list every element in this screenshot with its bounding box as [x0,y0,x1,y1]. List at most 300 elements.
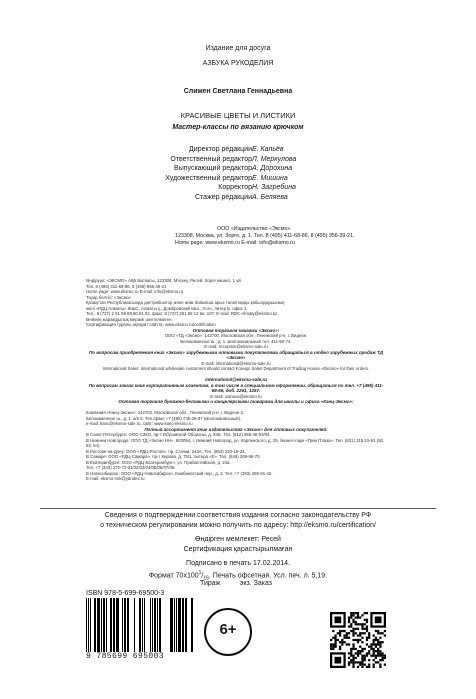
qr-module [373,655,375,657]
qr-module [357,661,359,663]
qr-module [355,648,357,650]
barcode-bar [170,598,173,652]
abroad-email: E-mail: international@eksmo-sale.ru [201,360,271,366]
corporate-title: По вопросам заказа книг корпоративным клиентам, в том числе в специальном оформлении, обращаться по тел. +7 (495) 411-68-59, доб. 2261, 1257. [88,382,384,393]
region-line: Тел. +7 (343) 272-72-01/02/03/04/05/06/07/08. [86,465,176,470]
qr-module [355,639,357,641]
credit-name: А. Дорохина [252,165,293,173]
qr-module [337,632,339,634]
qr-module [379,637,381,639]
qr-module [346,637,348,639]
qr-module [359,632,361,634]
qr-module [370,648,372,650]
wholesale-line: Белокаменное ш., д. 1, многоканальный тел. 411-50-74. [180,338,292,344]
qr-module [357,650,359,652]
qr-module [361,648,363,650]
barcode-bar [90,598,91,652]
barcode-bar [88,598,89,652]
manufacturer-line: Тел. 8 (495) 411-68-86, 8 (495) 956-39-21 [86,283,167,289]
collection-label: АЗБУКА РУКОДЕЛИЯ [202,60,274,67]
qr-module [379,646,381,648]
qr-module [355,623,357,625]
qr-module [332,643,334,645]
barcode-bar [159,598,161,652]
format-sup: 1 [198,570,202,576]
qr-module [373,639,375,641]
barcode-bar [154,598,156,652]
credit-role: Художественный редактор [165,174,252,182]
qr-module [357,628,359,630]
stationery-line: Компания «Канц-Эксмо»: 142702, Московская обл., Ленинский р-н, г. Видное-2, [86,410,245,415]
credit-name: Е. Мишина [252,174,288,182]
qr-module [357,612,359,614]
qr-module [337,639,339,641]
qr-module [334,616,341,623]
qr-module [339,646,341,648]
qr-module [352,648,354,650]
qr-module [350,659,352,661]
qr-module [368,659,370,661]
qr-module [384,630,386,632]
qr-module [357,666,359,668]
print-format: Формат $70х100^1/_{16}$. Печать офсетная. Усл. печ. л. 5,19. [148,570,328,582]
credit-role: Корректор [218,184,252,192]
qr-module [352,630,354,632]
qr-module [364,664,366,666]
stationery-title: Оптовая торговля бумажно-беловыми и канцелярскими товарами для школы и офиса «Канц-Эксмо»: [118,399,354,404]
qr-module [339,648,341,650]
qr-module [341,643,343,645]
qr-module [352,659,354,661]
barcode-bar [185,598,187,652]
qr-module [377,641,379,643]
qr-module [359,661,361,663]
qr-module [384,657,386,659]
qr-module [361,666,363,668]
qr-module [352,634,354,636]
qr-module [384,664,386,666]
manufacturer-line: Home page: www.eksmo.ru E-mail: info@eksmo.ru [86,289,184,294]
barcode-bar [103,598,105,652]
qr-module [379,632,381,634]
qr-module [359,646,361,648]
manufacturer-line: Қазақстан Республикасында дистрибьютор және өнім бойынша арыз-талаптарды қабылдаушының [86,300,285,305]
qr-module [359,650,361,652]
qr-module [373,643,375,645]
qr-module [361,632,363,634]
credit-role: Стажер редакции [195,193,252,201]
qr-module [346,643,348,645]
qr-module [359,639,361,641]
qr-module [382,655,384,657]
qr-module [379,664,381,666]
qr-module [377,650,379,652]
qr-module [357,634,359,636]
manufacturer-line: Өндіруші: «ЭКСМО» АҚБ Баспасы, 123308, Мәскеу, Ресей, Зорге көшесі, 1 үй. [86,278,242,283]
qr-module [355,628,357,630]
qr-module [366,612,368,614]
qr-module [373,641,375,643]
qr-module [361,664,363,666]
barcode-bar [124,598,126,652]
qr-module [366,666,368,668]
qr-module [366,637,368,639]
qr-module [377,643,379,645]
cert-notice-line: о техническом регулировании можно получить по адресу: http://eksmo.ru/certification/ [100,522,376,529]
qr-module [368,634,370,636]
qr-module [373,634,375,636]
qr-module [375,639,377,641]
qr-module [366,625,368,627]
region-line: В Нижнем Новгороде: ООО ТД «Эксмо НН», 603094, г. Нижний Новгород, ул. Карпинского, д. 29, бизнес-парк «Грин Плаза». Тел. (831) 216-15-91 (92, 93, 94). [86,437,385,448]
qr-module [375,657,377,659]
region-line: В Новосибирске: ООО «РДЦ-Новосибирск», Комбинатский пер., д. 3. Тел. +7 (383) 289-91-42. [86,470,273,476]
qr-module [352,666,354,668]
qr-module [375,630,377,632]
publisher-block [175,226,355,247]
qr-module [377,661,379,663]
publisher-name: ООО «Издательство «Эксмо» [217,226,291,232]
barcode-bar [94,598,96,652]
qr-module [348,664,350,666]
qr-module [379,659,381,661]
qr-module [350,616,352,618]
origin-line: Өндірген мемлекет: Ресей [195,536,281,543]
qr-module [364,612,366,614]
barcode-bar [127,598,129,652]
qr-module [352,632,354,634]
qr-module [352,612,354,614]
region-line: E-mail: eksmo-nsk@yandex.ru [86,476,145,481]
qr-module [368,637,370,639]
qr-module [334,643,336,645]
qr-module [361,657,363,659]
credits-names [252,145,296,203]
region-line: В Ростове-на-Дону: ООО «РДЦ-Ростов», пр. Стачки, 243А. Тел. (863) 220-19-34. [86,448,246,454]
qr-module [375,643,377,645]
qr-module [368,632,370,634]
qr-module [343,637,345,639]
manufacturer-line: өкілі «РДЦ-Алматы» ЖШС, Алматы қ., Домбровский көш., 3«а», литер Б, офис 1. [86,305,248,311]
wholesale-line: E-mail: reception@eksmo-sale.ru [204,344,268,349]
qr-module [334,637,336,639]
qr-module [355,616,357,618]
qr-module [339,630,341,632]
qr-module [332,648,334,650]
abroad-title: По вопросам приобретения книг «Эксмо» зарубежными оптовыми покупателями обращаться в отдел зарубежных продаж ТД «Эксмо» [89,349,383,360]
qr-module [366,628,368,630]
barcode-bar [178,598,181,652]
signed-date: Подписано в печать 17.02.2014. [186,560,290,567]
qr-module [352,621,354,623]
qr-module [364,632,366,634]
qr-module [377,630,379,632]
qr-module [366,619,368,621]
qr-module [364,655,366,657]
qr-module [368,650,370,652]
qr-module [373,666,375,668]
qr-module [332,646,334,648]
qr-module [348,661,350,663]
qr-module [339,632,341,634]
qr-module [384,655,386,657]
qr-module [375,655,377,657]
barcode-bar [110,598,112,652]
qr-module [377,648,379,650]
qr-module [368,652,370,654]
qr-module [366,639,368,641]
qr-module [348,632,350,634]
qr-module [375,650,377,652]
barcode-bar [176,598,177,652]
qr-module [370,646,372,648]
print-run: Тираж экз. Заказ [200,580,272,587]
qr-module [366,621,368,623]
qr-module [334,657,341,664]
stationery-line: Белокаменное ш., д. 1, а/я 5. Тел./факс +7 (495) 745-28-87 (многоканальный). [86,415,242,421]
qr-module [350,652,352,654]
qr-module [384,634,386,636]
qr-module [350,614,352,616]
author-name: Слижен Светлана Геннадьевна [183,88,293,95]
origin-line: Сертификация қарастырылмаған [183,546,293,553]
barcode-bar [174,598,175,652]
qr-module [330,639,332,641]
qr-module [352,646,354,648]
distribution-info [86,278,386,482]
wholesale-title: Оптовая торговля книгами «Эксмо»: [192,327,280,333]
qr-module [348,621,350,623]
qr-module [332,630,334,632]
qr-module [359,616,361,618]
qr-module [348,643,350,645]
qr-module [370,643,372,645]
qr-module [334,634,336,636]
qr-module [366,655,368,657]
qr-module [341,641,343,643]
qr-module [373,652,375,654]
qr-module [379,666,381,668]
isbn: ISBN 978-5-699-69500-3 [86,590,165,597]
qr-module [357,652,359,654]
barcode-bar [139,598,141,652]
publisher-homepage: Home page: www.eksmo.ru E-mail: info@eksmo.ru [175,240,295,246]
qr-module [350,625,352,627]
qr-module [359,652,361,654]
barcode-bar [134,598,135,652]
qr-module [361,659,363,661]
qr-module [350,655,352,657]
qr-code [330,612,386,668]
qr-module [379,655,381,657]
format-prefix: Формат 70х100 [148,572,199,580]
credit-name: Л. Меркулова [252,155,297,163]
qr-module [373,648,375,650]
qr-module [343,630,345,632]
barcode-bar [182,598,184,652]
qr-module [343,641,345,643]
barcode-bar [86,598,87,652]
qr-module [334,641,336,643]
qr-module [373,659,375,661]
region-line: В Самаре: ООО «РДЦ-Самара», пр-т Кирова, д. 75/1, литера «Е». Тел. (846) 269-66-70. [86,454,261,459]
qr-module [364,628,366,630]
qr-module [352,661,354,663]
barcode-bar [144,598,145,652]
manufacturer-line: Сертификация туралы ақпарат сайтта: www.eksmo.ru/certification [86,322,216,327]
qr-module [330,646,332,648]
qr-module [361,661,363,663]
qr-module [343,634,345,636]
qr-module [366,643,368,645]
qr-module [361,650,363,652]
manufacturer-line: Тауар белгісі: «Эксмо» [86,294,132,300]
qr-module [366,652,368,654]
barcode [86,598,198,660]
qr-module [375,616,382,623]
qr-module [377,655,379,657]
qr-module [352,664,354,666]
qr-module [361,625,363,627]
qr-module [377,639,379,641]
book-title: КРАСИВЫЕ ЦВЕТЫ И ЛИСТИКИ [180,111,296,120]
qr-module [352,643,354,645]
qr-module [361,614,363,616]
regions-title: Полный ассортимент книг издательства «Эксмо» для оптовых покупателей: [144,426,328,432]
qr-module [359,623,361,625]
barcode-digits: 9 785699 695003 [86,652,165,661]
credit-name: Е. Капьёв [252,146,284,153]
manufacturer-line: Өнімнің жарамдылық мерзімі шектелмеген. [86,316,173,322]
barcode-bar [122,598,123,652]
qr-module [375,646,377,648]
barcode-bar [106,598,107,652]
barcode-bar [150,598,151,652]
qr-module [377,632,379,634]
qr-module [382,632,384,634]
qr-module [357,614,359,616]
separator-line [40,508,436,509]
intl-email: international@eksmo-sale.ru [205,377,267,382]
series-label: Издание для досуга [205,45,271,52]
stationery-line: e-mail: kanc@eksmo-sale.ru, сайт: www.kanc-eksmo.ru [86,421,193,426]
qr-module [355,621,357,623]
qr-module [370,655,372,657]
qr-module [357,623,359,625]
publisher-address: 123308, Москва, ул. Зорге, д. 1. Тел. 8 (495) 411-68-86, 8 (495) 956-39-21. [175,233,355,239]
qr-module [348,652,350,654]
qr-module [332,637,334,639]
qr-module [350,648,352,650]
qr-module [350,650,352,652]
qr-module [350,612,352,614]
qr-module [359,664,361,666]
qr-module [361,637,363,639]
qr-module [364,648,366,650]
qr-module [339,634,341,636]
qr-module [373,650,375,652]
qr-module [368,666,370,668]
qr-module [357,655,359,657]
barcode-bar [101,598,102,652]
qr-module [379,643,381,645]
cert-notice-line: Сведения о подтверждении соответствия издания согласно законодательству РФ [104,512,372,519]
qr-module [359,634,361,636]
qr-module [357,641,359,643]
qr-module [334,646,336,648]
wholesale-line: ООО «ТД «Эксмо». 142700, Московская обл., Ленинский р-н, г. Видное, [164,333,308,338]
qr-module [364,623,366,625]
qr-module [382,641,384,643]
qr-module [382,657,384,659]
qr-module [355,661,357,663]
qr-module [375,661,377,663]
qr-module [377,652,379,654]
qr-module [350,623,352,625]
qr-module [355,612,357,614]
format-sub: 16 [203,575,209,582]
qr-module [355,657,357,659]
credit-name: Н. Загребина [252,184,296,192]
qr-module [364,619,366,621]
qr-module [348,657,350,659]
book-subtitle: Мастер-классы по вязанию крючком [172,124,304,131]
barcode-bar [191,598,193,652]
qr-module [352,628,354,630]
qr-module [368,664,370,666]
qr-module [379,652,381,654]
qr-module [357,639,359,641]
credits-roles [165,145,252,203]
qr-module [382,659,384,661]
qr-module [350,630,352,632]
qr-module [375,637,377,639]
qr-module [357,616,359,618]
qr-module [361,628,363,630]
qr-module [379,641,381,643]
qr-module [361,623,363,625]
corporate-email: E-mail: ivanova@eksmo.ru [210,393,262,399]
barcode-bar [142,598,143,652]
qr-module [352,639,354,641]
format-suffix: . Печать офсетная. Усл. печ. л. 5,19. [208,572,328,580]
qr-module [373,664,375,666]
qr-module [361,641,363,643]
qr-module [350,661,352,663]
intl-sales: International Sales: International wholesale customers should contact Foreign Sales Department of Trading House «Eksmo» for their orders. [102,366,370,371]
barcode-bar [152,598,153,652]
qr-module [364,659,366,661]
qr-module [348,637,350,639]
region-line: В Екатеринбурге: ООО «РДЦ-Екатеринбург», ул. Прибалтийская, д. 24а. [86,459,231,465]
qr-module [341,630,343,632]
qr-module [355,652,357,654]
barcode-bar [97,598,100,652]
barcode-bar [157,598,158,652]
qr-module [341,639,343,641]
age-rating-label: 6+ [219,621,237,638]
qr-module [330,648,332,650]
barcode-bar [116,598,119,652]
qr-module [348,619,350,621]
qr-module [346,632,348,634]
qr-module [352,614,354,616]
qr-module [366,630,368,632]
qr-module [330,643,332,645]
qr-module [334,639,336,641]
region-line: В Санкт-Петербурге: ООО СЗКО, пр-т Обуховской Обороны, д. 84Е. Тел. (812) 365-46-03/04. [86,432,271,437]
qr-module [382,652,384,654]
